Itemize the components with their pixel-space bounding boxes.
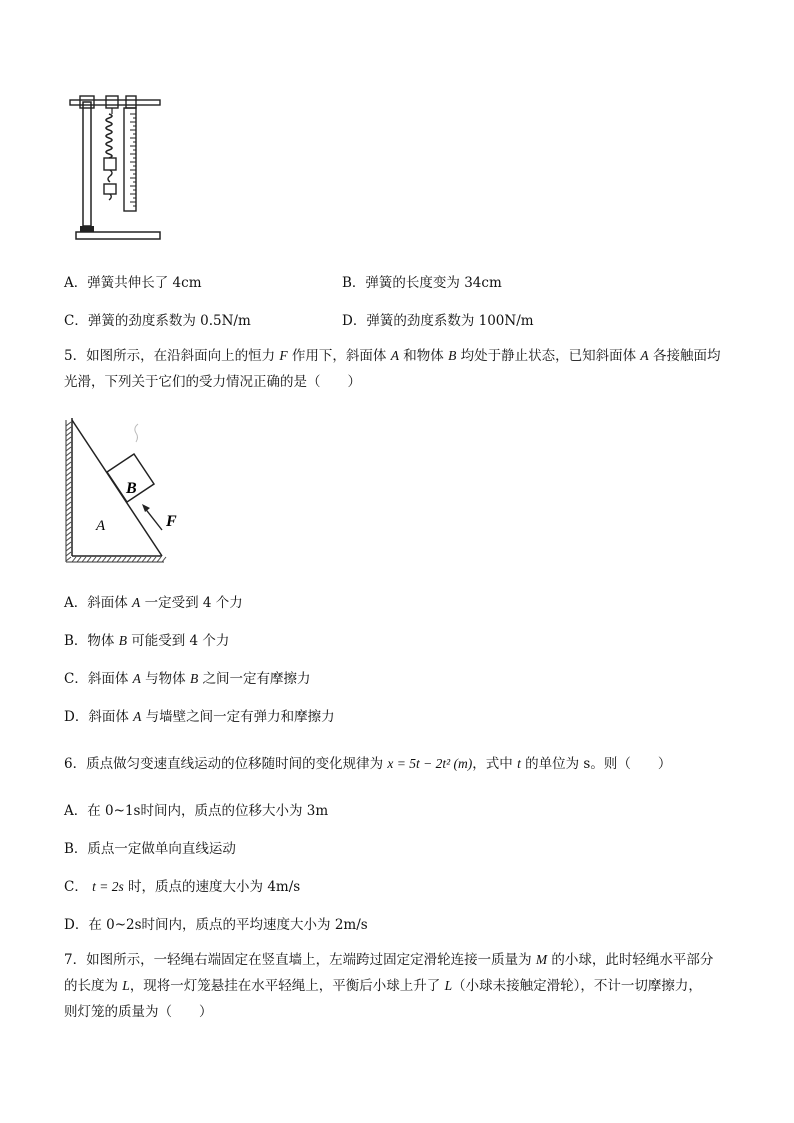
q7-stem-text: （小球未接触定滑轮），不计一切摩擦力， [452,978,702,994]
q6-stem-text: ，式中 [472,756,518,772]
q7-stem-text: 的小球，此时轻绳水平部分 [547,952,714,968]
q5-option-b[interactable] [64,629,229,649]
option-key: D． [64,917,89,933]
q6-option-a[interactable] [64,799,328,819]
q5-stem-text: 作用下，斜面体 [287,348,391,364]
spring-stand-figure [66,88,196,248]
q7-stem-text: 7．如图所示，一轻绳右端固定在竖直墙上，左端跨过固定定滑轮连接一质量为 [64,952,536,968]
var-a: A [640,348,649,363]
q5-stem-text: 光滑，下列关于它们的受力情况正确的是（ ） [64,374,361,390]
var-l: L [444,978,453,993]
q5-stem [64,343,744,395]
option-text: 弹簧共伸长了 4cm [87,275,202,291]
var-m: M [535,952,548,967]
q4-option-a[interactable] [64,271,202,291]
label-wedge-a: A [96,518,106,534]
option-key: C． [64,879,88,895]
var-a: A [132,595,141,610]
wedge-figure [64,412,204,567]
option-text: 弹簧的劲度系数为 0.5N/m [87,313,251,329]
q6-option-d[interactable] [64,913,368,933]
option-key: A． [64,595,88,611]
q6-formula: x = 5t − 2t² (m) [387,756,473,771]
option-text: 时，质点的速度大小为 4m/s [123,879,301,895]
var-a: A [133,709,142,724]
option-key: B． [64,841,88,857]
option-text: 在 0~2s时间内，质点的平均速度大小为 2m/s [88,917,368,933]
q7-stem [64,947,744,1025]
option-formula: t = 2s [92,879,124,894]
option-text: 可能受到 4 个力 [126,633,230,649]
option-text: 之间一定有摩擦力 [198,671,311,687]
var-b: B [189,671,199,686]
q5-stem-text: 和物体 [398,348,449,364]
option-key: C． [64,671,88,687]
option-text: 与墙壁之间一定有弹力和摩擦力 [141,709,335,725]
option-text: 弹簧的劲度系数为 100N/m [366,313,534,329]
option-key: B． [342,275,366,291]
option-key: D． [64,709,89,725]
q6-stem-text: 6．质点做匀变速直线运动的位移随时间的变化规律为 [64,756,388,772]
option-key: C． [64,313,88,329]
option-key: B． [64,633,88,649]
q4-option-c[interactable] [64,309,251,329]
option-text: 质点一定做单向直线运动 [87,841,236,857]
label-block-b: B [126,480,137,497]
q5-stem-text: 各接触面均 [648,348,721,364]
var-a: A [390,348,399,363]
option-text: 与物体 [140,671,190,687]
option-text: 斜面体 [87,671,133,687]
q5-option-a[interactable] [64,591,243,611]
option-text: 物体 [87,633,119,649]
option-text: 斜面体 [88,709,134,725]
option-key: A． [64,803,88,819]
q5-stem-text: 5．如图所示，在沿斜面向上的恒力 [64,348,280,364]
option-key: D． [342,313,367,329]
option-text: 在 0~1s时间内，质点的位移大小为 3m [87,803,329,819]
q5-option-d[interactable] [64,705,335,725]
option-text: 斜面体 [87,595,133,611]
q7-stem-text: 的长度为 [64,978,123,994]
q7-stem-text: ，现将一灯笼悬挂在水平轻绳上，平衡后小球上升了 [129,978,445,994]
q7-stem-text: 则灯笼的质量为（ ） [64,1004,213,1020]
var-b: B [118,633,127,648]
q5-option-c[interactable] [64,667,311,687]
q4-option-b[interactable] [342,271,502,291]
option-key: A． [64,275,88,291]
var-t: t [517,756,521,771]
q6-stem-text: 的单位为 s。则（ ） [520,756,672,772]
q5-stem-text: 均处于静止状态，已知斜面体 [456,348,641,364]
label-force-f: F [166,513,177,530]
option-text: 一定受到 4 个力 [140,595,243,611]
var-b: B [448,348,457,363]
var-l: L [122,978,130,993]
var-a: A [132,671,141,686]
q6-option-b[interactable] [64,837,236,857]
option-text: 弹簧的长度变为 34cm [365,275,502,291]
q4-option-d[interactable] [342,309,534,329]
q6-stem [64,752,671,772]
var-f: F [279,348,288,363]
q6-option-c[interactable] [64,875,300,895]
